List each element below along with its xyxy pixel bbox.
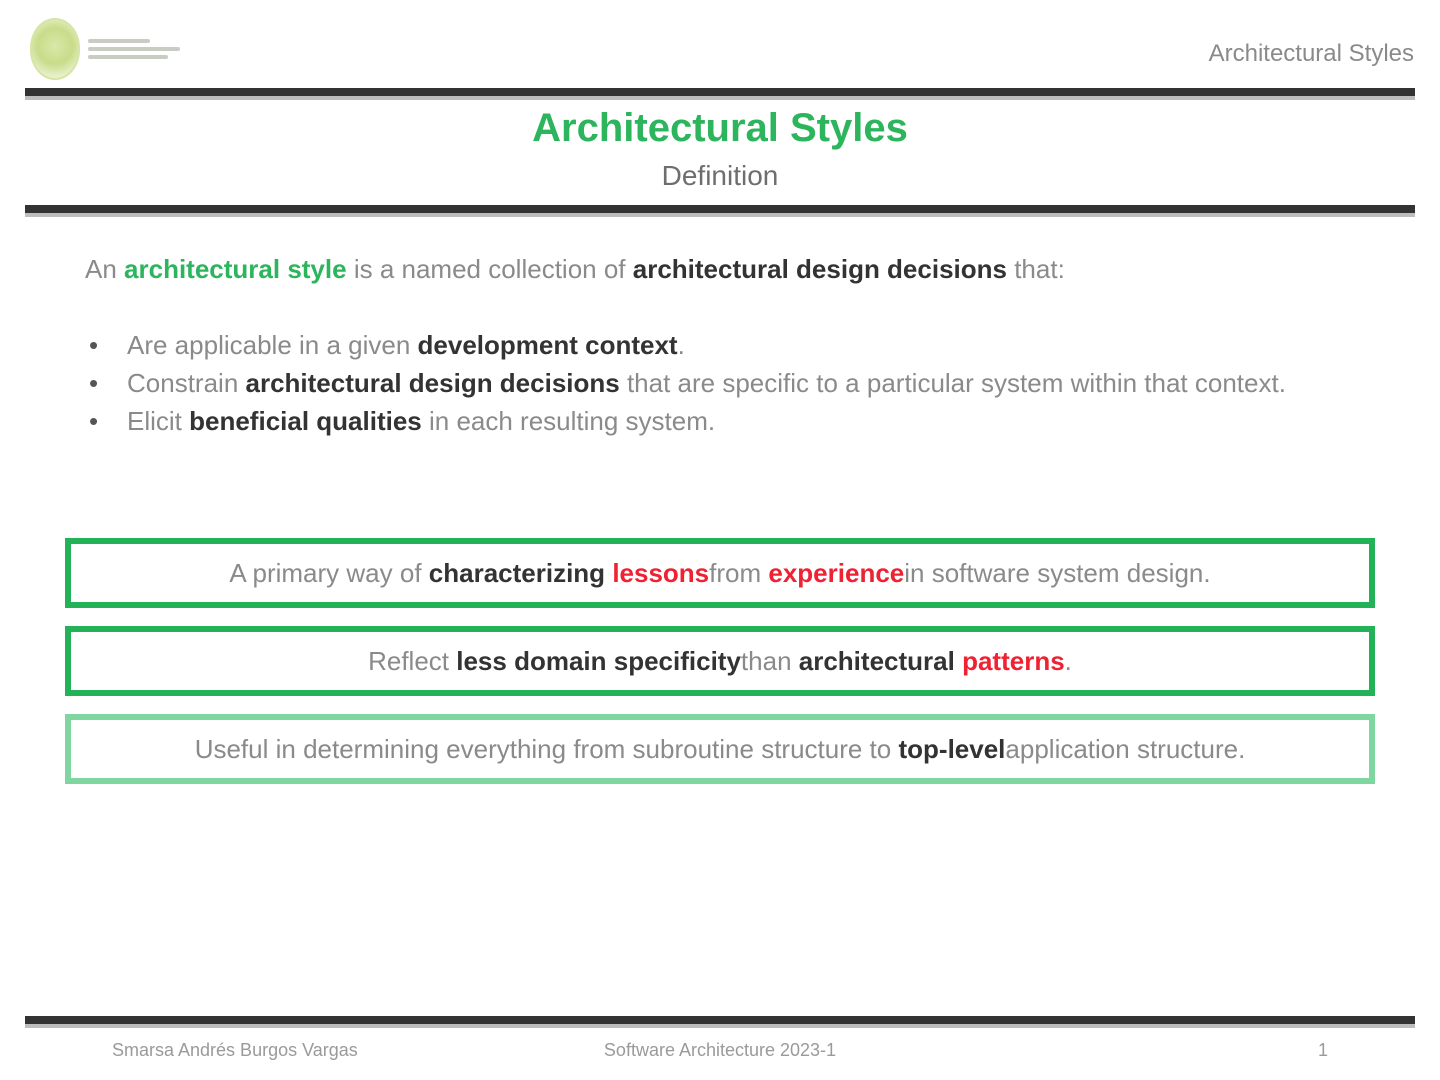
- callout-emphasis: top-level: [898, 733, 1006, 764]
- callout-emphasis: characterizing: [428, 557, 606, 588]
- callout-text: .: [1064, 645, 1072, 676]
- list-item: [85, 326, 1355, 364]
- callout-text: Useful in determining everything from subroutine structure to: [194, 733, 892, 764]
- logo-wordmark: [88, 39, 180, 59]
- callout-emphasis: architectural: [798, 645, 955, 676]
- footer-page-number: 1: [1317, 1040, 1328, 1060]
- list-item: [85, 364, 1355, 402]
- callout-box-usefulness: [65, 714, 1375, 784]
- callout-text: in software system design.: [904, 557, 1211, 588]
- callout-text: Reflect: [368, 645, 450, 676]
- bullet-text: Elicit: [127, 406, 190, 436]
- callout-text: from: [709, 557, 762, 588]
- title-rule-shadow: [25, 213, 1415, 217]
- bullet-text: that are specific to a particular system within that context.: [619, 368, 1286, 398]
- footer-author: Smarsa Andrés Burgos Vargas: [112, 1040, 358, 1060]
- page-title: Architectural Styles: [532, 106, 908, 150]
- bullet-text: .: [677, 330, 685, 360]
- callout-emphasis: less domain specificity: [456, 645, 741, 676]
- callout-text: application structure.: [1005, 733, 1246, 764]
- callout-box-lessons: [65, 538, 1375, 608]
- header-rule-shadow: [25, 96, 1415, 100]
- callout-box-specificity: [65, 626, 1375, 696]
- callout-text: than: [740, 645, 792, 676]
- header-rule: [25, 88, 1415, 96]
- university-logo: [30, 15, 185, 83]
- footer-course: Software Architecture 2023-1: [603, 1040, 837, 1060]
- callout-highlight: patterns: [962, 645, 1065, 676]
- intro-text: that:: [1006, 254, 1065, 284]
- callout-highlight: lessons: [612, 557, 710, 588]
- bullet-icon: •: [89, 330, 99, 360]
- title-rule: [25, 205, 1415, 213]
- intro-term: architectural style: [124, 254, 347, 284]
- bullet-emphasis: development context: [417, 330, 678, 360]
- bullet-icon: •: [89, 368, 99, 398]
- bullet-emphasis: beneficial qualities: [189, 406, 422, 436]
- bullet-text: Are applicable in a given: [127, 330, 418, 360]
- callout-highlight: experience: [768, 557, 905, 588]
- footer-rule: [25, 1016, 1415, 1024]
- definition-bullet-list: [85, 326, 1355, 440]
- bullet-text: Constrain: [127, 368, 246, 398]
- header-section-label: Architectural Styles: [1208, 40, 1414, 67]
- footer-rule-shadow: [25, 1024, 1415, 1028]
- intro-text: An: [85, 254, 125, 284]
- list-item: [85, 402, 1355, 440]
- callout-text: A primary way of: [229, 557, 422, 588]
- bullet-emphasis: architectural design decisions: [245, 368, 620, 398]
- bullet-text: in each resulting system.: [421, 406, 716, 436]
- intro-text: is a named collection of: [346, 254, 633, 284]
- intro-emphasis: architectural design decisions: [632, 254, 1007, 284]
- bullet-icon: •: [89, 406, 99, 436]
- intro-sentence: [85, 254, 1065, 285]
- seal-icon: [30, 18, 80, 80]
- page-subtitle: Definition: [661, 160, 779, 191]
